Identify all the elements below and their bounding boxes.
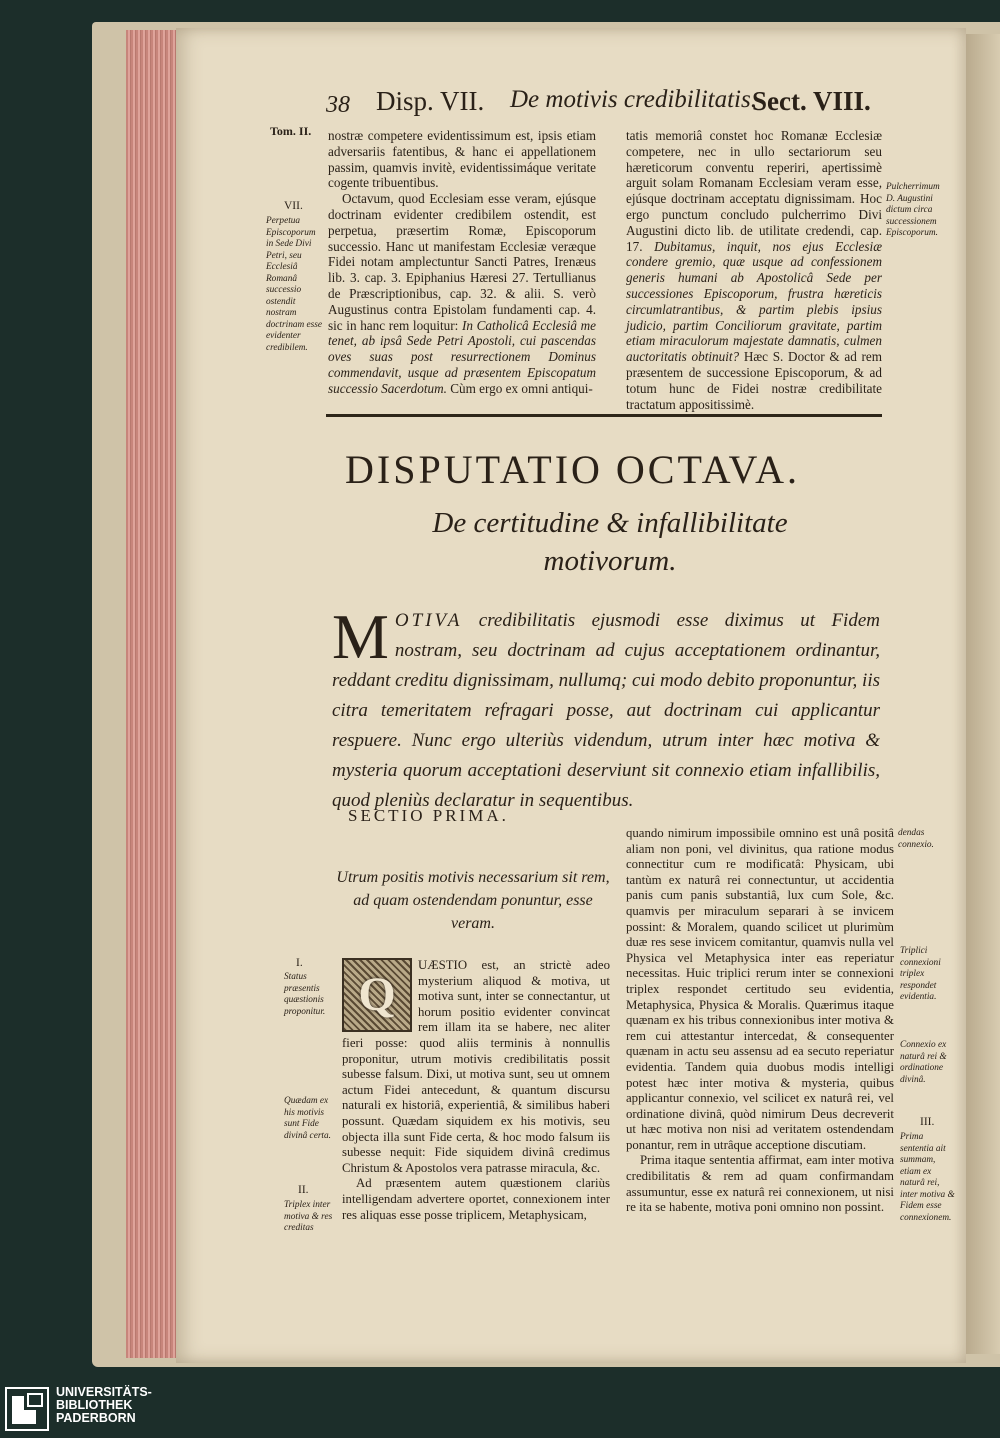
- margin-note-connexio: Connexio ex naturâ rei & ordinatione divinâ.: [900, 1040, 947, 1085]
- augustine-quote: Dubitamus, inquit, nos ejus Ecclesiæ condere gremio, quæ usque ad confessionem generis humani ab Apostolicâ Sede per successiones Episcoporum, frustra hæreticis circumlatrantibus, & partim plebis ipsius judicio, partim Conciliorum gravitate, partim etiam miraculorum majestate damnatis, culmen auctoritatis obtinuit?: [626, 238, 883, 365]
- page-number: 38: [326, 92, 350, 118]
- paragraph-text: Prima itaque sententia affirmat, eam inter motiva credibilitatis & rem ad quam confirmandam assumuntur, esse ex naturâ rei connexionem, ut nisi re ita se habente, motiva poni omnino non possint.: [626, 1153, 894, 1215]
- margin-note-augustine: Pulcherrimum D. Augustini dictum circa successionem Episcoporum.: [886, 182, 940, 238]
- volume-signature: Tom. II.: [270, 124, 312, 138]
- library-name-line: UNIVERSITÄTS-: [56, 1385, 152, 1399]
- margin-note-vii: Perpetua Episcoporum in Sede Divi Petri, seu Ecclesiâ Romanâ successio ostendit nostram doctrinam esse evidenter credibilem.: [266, 216, 323, 353]
- subtitle-line-1: De certitudine & infallibilitate: [432, 507, 788, 539]
- top-left-column: [328, 128, 596, 397]
- subtitle-line-2: motivorum.: [543, 545, 677, 577]
- disputatio-title: DISPUTATIO OCTAVA.: [345, 447, 801, 492]
- decorated-initial: [342, 958, 412, 1032]
- running-head-disp: Disp. VII.: [376, 86, 485, 116]
- intro-text: credibilitatis ejusmodi esse diximus ut Fidem nostram, seu doctrinam ad cujus acceptationem ordinantur, reddant creditu dignissimam, nullumq; cui modo debito proponuntur, iis citra temeritatem refragari posse, aut doctrinam cui applicantur respuere. Nunc ergo ulteriùs videndum, utrum inter hæc motiva & mysteria quorum acceptationi deserviunt sit connexio etiam infallibilis, quod pleniùs declaratur in sequentibus.: [332, 610, 880, 811]
- margin-note-iii: Prima sententia ait summam, etiam ex naturâ rei, inter motiva & Fidem esse connexionem.: [900, 1132, 955, 1223]
- margin-number-vii: VII.: [284, 200, 303, 212]
- paragraph-text: quando nimirum impossibile omnino est unâ positâ aliam non poni, vel divinitus, qua ratione modus connectitur cum re modificatâ: Physicam, ubi tantùm ex naturâ rei connectuntur, ut accidentia panis cum panis substantiâ, lux cum Sole, &c. quamvis per miraculum separari à se invicem possint: & Moralem, quando scilicet ut plurimùm duæ res sese invicem comitantur, quamvis nulla vel Physica vel Metaphysica inter eas reperiatur necessitas. Huic triplici rerum inter se connexioni triplex respondet certitudo seu evidentia, Metaphysica, Physica & Moralis. Quærimus itaque quænam ex his tribus connexionibus inter motiva & rem cui attestantur intercedat, & consequenter quænam in actu seu assensu ad ea secuto reperiatur evidentia. Tandem quia duobus modis intelligi potest hæc inter motiva & mysteria, quibus applicantur connexio, vel scilicet ex naturâ rei, vel ordinatione divinâ, quòd nimirum Deus decreverit ut hæc motiva non nisi ad veritatem ostendendam ponantur, rem in utrâque acceptione discutiam.: [626, 826, 894, 1152]
- section-title: SECTIO PRIMA.: [348, 806, 509, 825]
- augustine-quote: In Catholicâ Ecclesiâ me tenet, ab ipsâ Sede Petri Apostoli, cui pascendas oves suas post resurrectionem Dominus commendavit, usque ad præsentem Episcopatum successio Sacerdotum.: [328, 317, 597, 396]
- intro-lead-word: OTIVA: [394, 610, 463, 631]
- margin-number-ii: II.: [298, 1184, 309, 1196]
- margin-note-dendas: dendas connexio.: [898, 828, 934, 850]
- margin-note-ii: Triplex inter motiva & res creditas: [284, 1200, 333, 1233]
- top-right-column: [626, 128, 882, 412]
- bottom-left-column: [342, 958, 610, 1223]
- paragraph-text: Hæc S. Doctor & ad rem præsentem de successione Episcoporum, & ad totum hunc de Fidei nostræ credibilitate tractatum appositissimè.: [626, 349, 882, 412]
- margin-number-iii: III.: [920, 1116, 935, 1128]
- paragraph-text: tatis memoriâ constet hoc Romanæ Ecclesiæ competere, nec in ullo sectariorum seu hæreticorum conventu reperiri, apertissimè arguit solam Romanam Ecclesiam veram esse, ejúsque doctrinam acceptatu dignissimam. Hoc ergo punctum concludo pulcherrimo Divi Augustini dicto lib. de utilitate credendi, cap. 17.: [626, 128, 882, 254]
- library-name-line: BIBLIOTHEK: [56, 1398, 133, 1412]
- intro-paragraph: [332, 601, 880, 816]
- drop-capital: M: [332, 601, 389, 672]
- section-question: Utrum positis motivis necessarium sit rem, ad quam ostendendam ponuntur, esse veram.: [336, 869, 610, 932]
- library-name: [56, 1386, 152, 1425]
- facing-page-edge: [964, 34, 1000, 1354]
- initial-letter: Q: [358, 968, 396, 1022]
- paragraph-text: UÆSTIO est, an strictè adeo mysterium aliquod & motiva, ut motiva sunt, inter se connectantur, ut horum positio evidenter convincat rem illam ita se habere, nec aliter fieri posse: quod aliis terminis à nonnullis proponitur, utrum motivis credibilitatis possit subesse falsum. Dixi, ut motiva sunt, seu ut omnem actum Fidei antecedunt, & quantum discursu naturali ex historiâ, experientiâ, & similibus haberi possunt. Quædam siquidem ex his motivis, seu objecta illa sunt Fide certa, & hoc modo falsum iis subesse nequit: Fide siquidem divinâ credimus Christum & Apostolos vera patrasse miracula, &c.: [342, 958, 610, 1175]
- section-rule: [326, 414, 882, 417]
- library-name-line: PADERBORN: [56, 1411, 136, 1425]
- disputatio-subtitle: [330, 504, 890, 580]
- margin-number-i: I.: [296, 957, 303, 969]
- margin-note-i: Status præsentis quæstionis proponitur.: [284, 972, 326, 1017]
- paragraph-text: Cùm ergo ex omni antiqui-: [446, 380, 593, 396]
- paragraph-text: Ad præsentem autem quæstionem clariùs intelligendam advertere oportet, connexionem inter res aliquas esse posse triplicem, Metaphysicam,: [342, 1176, 610, 1222]
- running-head-sect: Sect. VIII.: [752, 86, 871, 116]
- paragraph-text: Octavum, quod Ecclesiam esse veram, ejúsque doctrinam evidenter credibilem ostendit, est perpetua, præsertim Romæ, Episcoporum successio. Hanc ut manifestam Ecclesiæ veræque Fidei notam amplectuntur Sancti Patres, Irenæus lib. 3. cap. 3. Epiphanius Hæresi 27. Tertullianus de Præscriptionibus, cap. 32. & alii. S. verò Augustinus contra Epistolam fundamenti cap. 4. sic in hanc rem loquitur:: [328, 191, 596, 333]
- library-logo-icon: [4, 1386, 50, 1432]
- bottom-right-column: [626, 826, 894, 1216]
- paragraph-text: nostræ competere evidentissimum est, ipsis etiam adversariis fatentibus, & hanc ei appellationem passim, quamvis invitè, evidentissimáque veritate cogente tribuentibus.: [328, 128, 596, 191]
- margin-note-quaedam: Quædam ex his motivis sunt Fide divinâ certa.: [284, 1096, 331, 1141]
- margin-note-triplici: Triplici connexioni triplex respondet evidentia.: [900, 946, 941, 1002]
- running-head-title: De motivis credibilitatis.: [510, 86, 757, 113]
